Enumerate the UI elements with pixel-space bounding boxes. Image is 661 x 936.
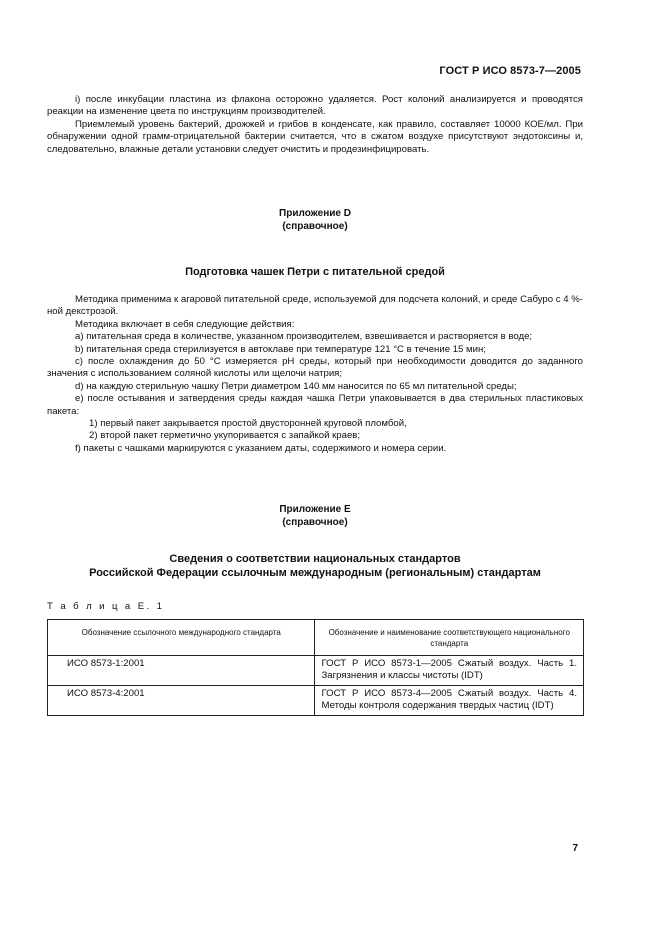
table-row <box>48 686 584 716</box>
annex-d-list-item: b) питательная среда стерилизуется в автоклаве при температуре 121 °С в течение 15 мин; <box>75 343 486 355</box>
annex-d-list-item: f) пакеты с чашками маркируются с указанием даты, содержимого и номера серии. <box>75 442 447 454</box>
table-header-row <box>48 620 584 656</box>
table-caption: Т а б л и ц а Е. 1 <box>47 601 165 612</box>
table-cell-national: ГОСТ Р ИСО 8573-4—2005 Сжатый воздух. Часть 4. Методы контроля содержания твердых частиц (IDT) <box>315 686 584 716</box>
table-cell-ref: ИСО 8573-4:2001 <box>48 686 315 716</box>
annex-d-list-item: d) на каждую стерильную чашку Петри диаметром 140 мм наносится по 65 мл питательной среды; <box>75 380 517 392</box>
annex-d-title: Приложение D <box>279 208 351 219</box>
annex-d-paragraph: Методика применима к агаровой питательной среде, используемой для подсчета колоний, и среде Сабуро с 4 %-ной декстрозой. <box>47 294 583 318</box>
annex-e-heading-line-2: Российской Федерации ссылочным международным (региональным) стандартам <box>89 567 541 579</box>
standards-correspondence-table <box>47 619 584 716</box>
annex-e-title: Приложение Е <box>279 504 351 515</box>
table-header-national-standard: Обозначение и наименование соответствующего национального стандарта <box>315 620 584 656</box>
intro-paragraph: i) после инкубации пластина из флакона осторожно удаляется. Рост колоний анализируется и проводятся реакции на изменение цвета по инструкциям производителей. <box>47 94 583 118</box>
annex-d-sublist-item: 1) первый пакет закрывается простой двусторонней круговой пломбой, <box>89 418 407 430</box>
table-cell-national: ГОСТ Р ИСО 8573-1—2005 Сжатый воздух. Часть 1. Загрязнения и классы чистоты (IDT) <box>315 656 584 686</box>
table-row <box>48 656 584 686</box>
annex-e-heading-line-1: Сведения о соответствии национальных стандартов <box>169 553 461 565</box>
annex-e-title-block <box>47 504 583 529</box>
annex-d-heading-block <box>47 265 583 279</box>
annex-d-list-item: е) после остывания и затвердения среды каждая чашка Петри упаковывается в два стерильных пластиковых пакета: <box>47 393 583 417</box>
annex-e-subtitle: (справочное) <box>282 516 348 528</box>
annex-d-paragraph: Методика включает в себя следующие действия: <box>75 318 295 330</box>
table-cell-ref: ИСО 8573-1:2001 <box>48 656 315 686</box>
annex-d-subtitle: (справочное) <box>282 220 348 232</box>
annex-d-list-item: с) после охлаждения до 50 °С измеряется pH среды, который при необходимости доводится до заданного значения с использованием соляной кислоты или щелочи натрия; <box>47 356 583 380</box>
annex-d-heading: Подготовка чашек Петри с питательной средой <box>185 266 445 278</box>
annex-d-title-block <box>47 208 583 233</box>
intro-paragraph: Приемлемый уровень бактерий, дрожжей и грибов в конденсате, как правило, составляет 10000 КОЕ/мл. При обнаружении одной грамм-отрицательной бактерии считается, что в сжатом воздухе присутствуют эндотоксины и, следовательно, влажные детали установки следует очистить и продезинфицировать. <box>47 118 583 155</box>
document-code-header: ГОСТ Р ИСО 8573-7—2005 <box>439 65 581 77</box>
annex-d-body <box>47 294 583 455</box>
annex-d-list-item: а) питательная среда в количестве, указанном производителем, взвешивается и растворяется в воде; <box>75 331 533 343</box>
annex-d-sublist-item: 2) второй пакет герметично укупоривается с запайкой краев; <box>89 430 361 442</box>
intro-text <box>47 94 583 156</box>
annex-e-heading-block <box>47 552 583 580</box>
table-header-ref-standard: Обозначение ссылочного международного стандарта <box>48 620 315 656</box>
page-number: 7 <box>572 843 578 854</box>
